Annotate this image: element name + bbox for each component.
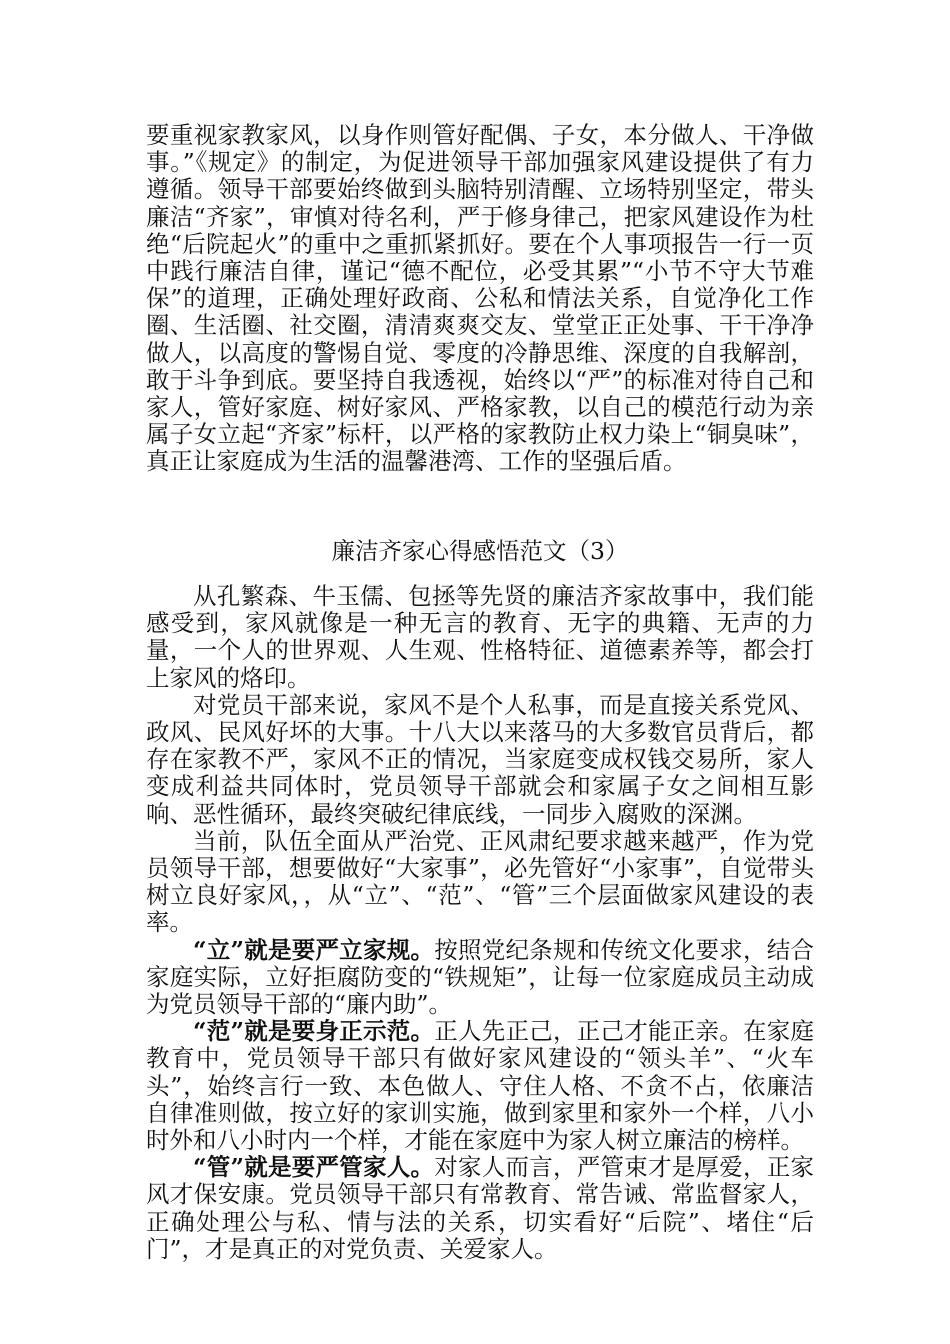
point-li [146,937,814,1019]
article-paragraph-1: 从孔繁森、牛玉儒、包拯等先贤的廉洁齐家故事中，我们能感受到，家风就像是一种无言的教育、无字的典籍、无声的力量，一个人的世界观、人生观、性格特征、道德素养等，都会打上家风的烙印。 [146,582,814,692]
point-guan-heading: “管”就是要严管家人。 [193,1153,435,1182]
point-fan-body: 正人先正己，正己才能正亲。在家庭教育中，党员领导干部只有做好家风建设的“领头羊”、“火车头”，始终言行一致、本色做人、守住人格、不贪不占，依廉洁自律准则做，按立好的家训实施，做到家里和家外一个样，八小时外和八小时内一个样，才能在家庭中为家人树立廉洁的榜样。 [146,1017,814,1155]
top-section [146,122,814,476]
point-fan [146,1018,814,1154]
point-fan-heading: “范”就是要身正示范。 [193,1017,435,1046]
article-title: 廉洁齐家心得感悟范文（3） [331,537,629,565]
point-li-heading: “立”就是要严立家规。 [193,935,435,964]
point-guan-body: 对家人而言，严管束才是厚爱，正家风才保安康。党员领导干部只有常教育、常告诫、常监督家人，正确处理公与私、情与法的关系，切实看好“后院”、堵住“后门”，才是真正的对党负责、关爱家人。 [146,1153,814,1263]
article-body [146,583,814,1263]
article-paragraph-2: 对党员干部来说，家风不是个人私事，而是直接关系党风、政风、民风好坏的大事。十八大以来落马的大多数官员背后，都存在家教不严，家风不正的情况，当家庭变成权钱交易所，家人变成利益共同体时，党员领导干部就会和家属子女之间相互影响、恶性循环，最终突破纪律底线，一同步入腐败的深渊。 [146,690,814,828]
top-paragraph: 要重视家教家风，以身作则管好配偶、子女，本分做人、干净做事。”《规定》的制定，为促进领导干部加强家风建设提供了有力遵循。领导干部要始终做到头脑特别清醒、立场特别坚定，带头廉洁“齐家”，审慎对待名利，严于修身律己，把家风建设作为杜绝“后院起火”的重中之重抓紧抓好。要在个人事项报告一行一页中践行廉洁自律，谨记“德不配位，必受其累”“小节不守大节难保”的道理，正确处理好政商、公私和情法关系，自觉净化工作圈、生活圈、社交圈，清清爽爽交友、堂堂正正处事、干干净净做人，以高度的警惕自觉、零度的冷静思维、深度的自我解剖，敢于斗争到底。要坚持自我透视，始终以“严”的标准对待自己和家人，管好家庭、树好家风、严格家教，以自己的模范行动为亲属子女立起“齐家”标杆，以严格的家教防止权力染上“铜臭味”，真正让家庭成为生活的温馨港湾、工作的坚强后盾。 [146,121,814,476]
article-paragraph-3: 当前，队伍全面从严治党、正风肃纪要求越来越严，作为党员领导干部，想要做好“大家事”，必先管好“小家事”，自觉带头树立良好家风，，从“立”、“范”、“管”三个层面做家风建设的表率。 [146,826,814,937]
point-guan [146,1154,814,1263]
point-li-body: 按照党纪条规和传统文化要求，结合家庭实际，立好拒腐防变的“铁规矩”，让每一位家庭成员主动成为党员领导干部的“廉内助”。 [146,935,814,1019]
